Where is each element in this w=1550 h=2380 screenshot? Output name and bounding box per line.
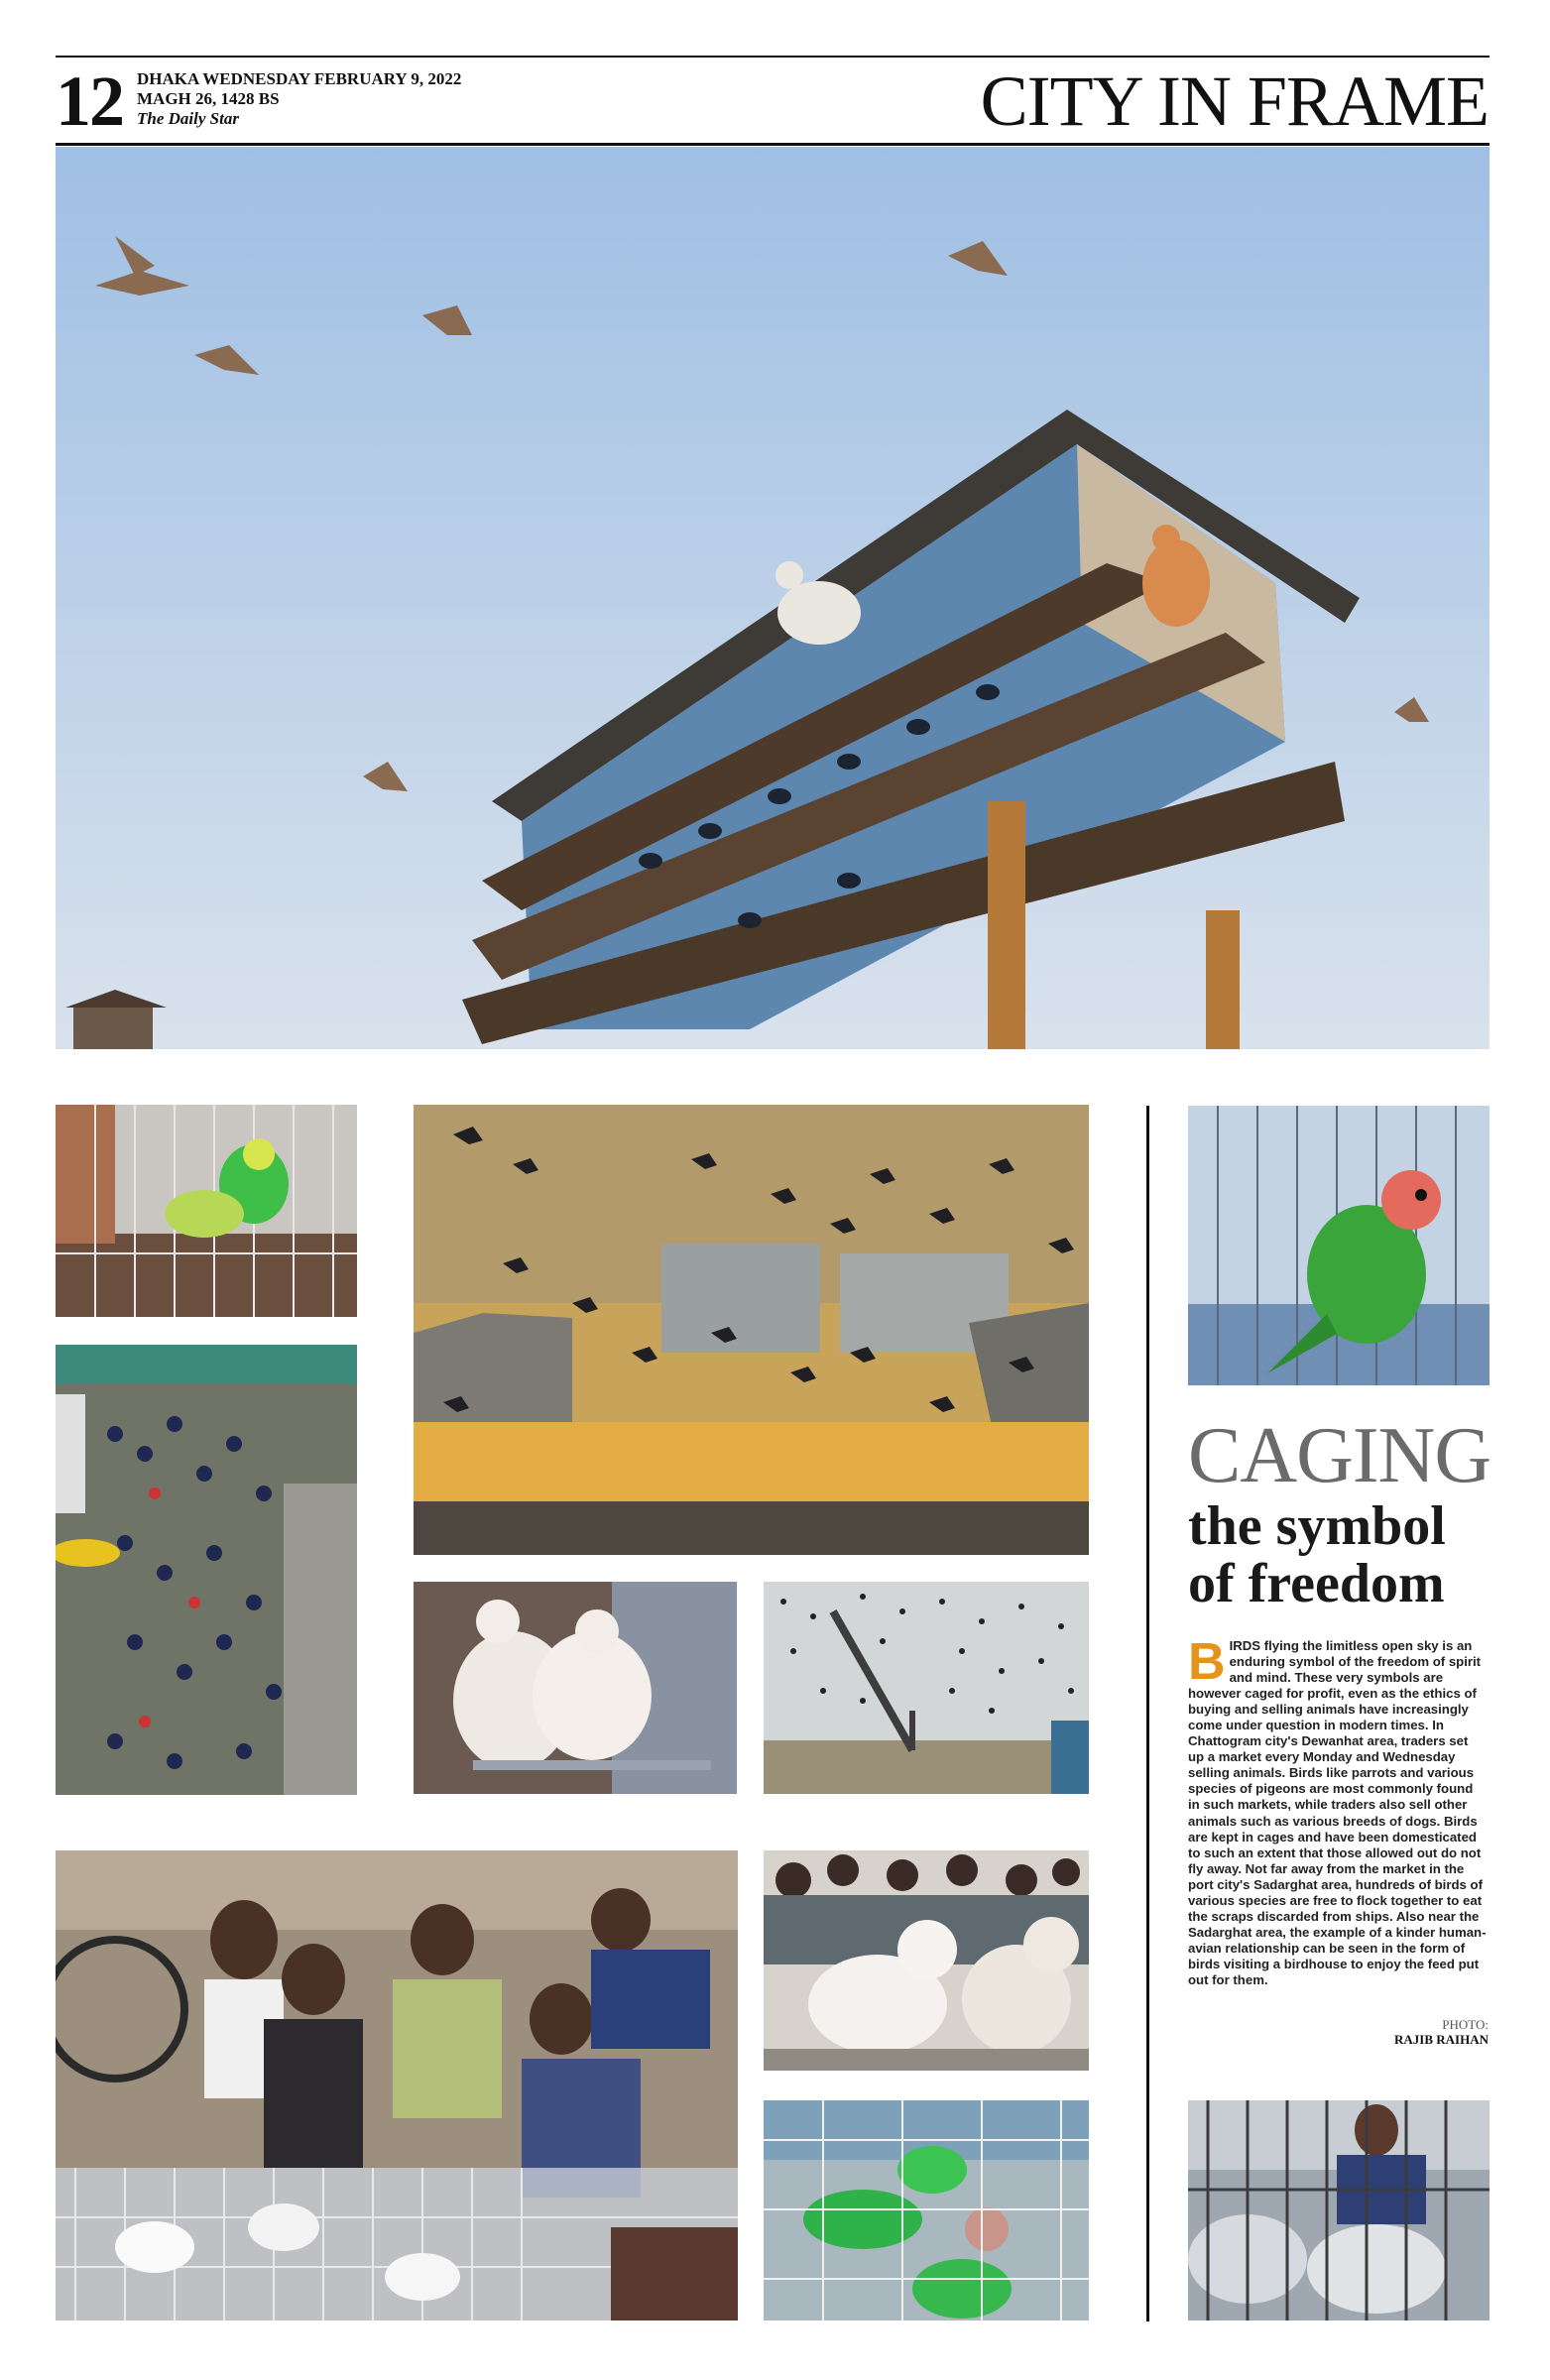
pigeons-at-port-photo — [414, 1105, 1089, 1555]
parakeets-cage-photo — [764, 2100, 1089, 2320]
headline-line-2: the symbol — [1188, 1495, 1446, 1557]
white-pigeons-photo — [414, 1582, 737, 1794]
birdhouse-photo — [56, 147, 1490, 1049]
section-title: CITY IN FRAME — [980, 61, 1489, 141]
photo-credit — [1394, 2017, 1489, 2047]
photo-credit-name: RAJIB RAIHAN — [1394, 2032, 1489, 2047]
drop-cap: B — [1188, 1633, 1226, 1691]
caged-pigeons-photo — [1188, 2100, 1490, 2320]
header-bottom-rule — [56, 143, 1490, 146]
article-body-text: IRDS flying the limitless open sky is an enduring symbol of the freedom of spirit and mind. These very symbols are however caged for profit, even as the ethics of buying and selling animals have increasingly come under question in modern times. In Chattogram city's Dewanhat area, traders set up a market every Monday and Wednesday selling animals. Birds like parrots and various species of pigeons are most commonly found in such markets, while traders also sell other animals such as various breeds of dogs. Birds are kept in cages and have been domesticated to such an extent that those allowed out do not fly away. Not far away from the market in the port city's Sadarghat area, hundreds of birds of various species are free to flock together to eat the scraps discarded from ships. Also near the Sadarghat area, the example of a kinder human-avian relationship can be seen in the form of birds visiting a birdhouse to enjoy the feed put out for them. — [1188, 1638, 1487, 1987]
header-top-rule — [56, 56, 1490, 58]
bangla-date: MAGH 26, 1428 BS — [137, 89, 280, 108]
column-rule — [1146, 1106, 1149, 2321]
headline-sub — [1188, 1497, 1446, 1612]
dogs-at-market-photo — [764, 1850, 1089, 2071]
crane-with-bird-flock-photo — [764, 1582, 1089, 1794]
dateline — [137, 69, 461, 129]
page-number: 12 — [56, 61, 123, 141]
date-line: DHAKA WEDNESDAY FEBRUARY 9, 2022 — [137, 69, 462, 88]
masthead-logo: The Daily Star — [137, 109, 239, 128]
pigeon-sellers-photo — [56, 1850, 738, 2320]
animal-market-crowd-photo — [56, 1345, 357, 1795]
headline-line-3: of freedom — [1188, 1553, 1445, 1614]
article-body — [1188, 1633, 1488, 1988]
photo-credit-label: PHOTO: — [1442, 2017, 1489, 2032]
budgerigar-cage-photo — [56, 1105, 357, 1317]
lovebird-cage-photo — [1188, 1106, 1490, 1385]
headline-top: CAGING — [1188, 1412, 1491, 1499]
